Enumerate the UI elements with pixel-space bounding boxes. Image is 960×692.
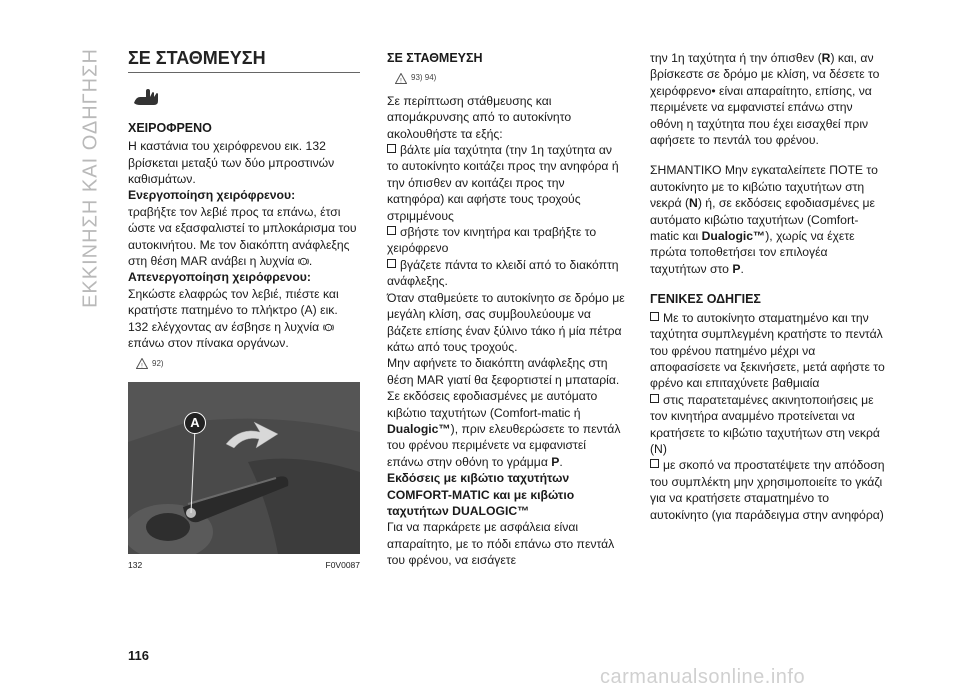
bullet-square-icon [387, 259, 396, 268]
column-3 [650, 50, 886, 523]
warning-triangle-icon [136, 358, 148, 369]
general-bullet: με σκοπό να προστατέψετε την απόδοση του συμπλέκτη μην χρησιμοποιείτε το γκάζι για να κρατήσετε σταματημένο το αυτοκίνητο (για παράδειγμα στην ανηφόρα) [650, 458, 885, 522]
callout-a: A [184, 412, 206, 434]
handbrake-heading: ΧΕΙΡΟΦΡΕΝΟ [128, 120, 212, 135]
section-title: ΣΕ ΣΤΑΘΜΕΥΣΗ [128, 50, 360, 73]
release-text: Σηκώστε ελαφρώς τον λεβιέ, πιέστε και κρατήστε πατημένο το πλήκτρο (A) εικ. 132 ελέγχοντας αν έσβησε η λυχνία ! επάνω στον πίνακα οργάνων. [128, 286, 339, 351]
engage-heading: Ενεργοποίηση χειρόφρενου: [128, 188, 296, 203]
parking-bullet: σβήστε τον κινητήρα και τραβήξτε το χειρόφρενο [387, 225, 597, 256]
general-heading: ΓΕΝΙΚΕΣ ΟΔΗΓΙΕΣ [650, 292, 761, 307]
svg-text:!: ! [327, 325, 329, 331]
handbrake-figure [128, 382, 360, 554]
ignition-text: Μην αφήνετε το διακόπτη ανάφλεξης στη θέση MAR γιατί θα ξεφορτιστεί η μπαταρία. [387, 356, 620, 387]
general-bullet: στις παρατεταμένες ακινητοποιήσεις με τον κινητήρα αναμμένο προτείνεται να κρατήσετε το κιβώτιο ταχυτήτων στη νεκρά (N) [650, 392, 880, 456]
bullet-square-icon [650, 459, 659, 468]
bullet-square-icon [650, 394, 659, 403]
svg-text:!: ! [400, 78, 402, 85]
gear-text: την 1η ταχύτητα ή την όπισθεν (R) και, αν βρίσκεστε σε δρόμο με κλίση, να δέσετε το χειρόφρενο• είναι απαραίτητο, επίσης, να περιμένετε να εμφανιστεί επάνω στην οθόνη η ταχύτητα που έχει εισαχθεί πριν αφήσετε το πεντάλ του φρένου. [650, 51, 880, 148]
comfort-matic-heading: Εκδόσεις με κιβώτιο ταχυτήτων COMFORT-MATIC και με κιβώτιο ταχυτήτων DUALOGIC™ [387, 471, 575, 518]
warning-reference: ! 93) 94) [395, 70, 625, 86]
automatic-text: Σε εκδόσεις εφοδιασμένες με αυτόματο κιβώτιο ταχυτήτων (Comfort-matic ή Dualogic™), πριν ελευθερώσετε το πεντάλ του φρένου περιμένετε να εμφανιστεί επάνω στην οθόνη το γράμμα P. [387, 389, 621, 469]
engage-text: τραβήξτε τον λεβιέ προς τα επάνω, έτσι ώστε να εξασφαλιστεί το μπλοκάρισμα του αυτοκινήτου. Με τον διακόπτη ανάφλεξης στη θέση MAR ανάβει η λυχνία ! . [128, 204, 357, 269]
figure-code: F0V0087 [325, 559, 360, 570]
release-heading: Απενεργοποίηση χειρόφρενου: [128, 270, 311, 285]
general-bullet: Με το αυτοκίνητο σταματημένο και την ταχύτητα συμπλεγμένη κρατήστε το πεντάλ του φρένου πατημένο μέχρι να αποφασίσετε να ξεκινήσετε, μετά αφήστε το φρένο και επιταχύνετε βαθμιαία [650, 310, 885, 391]
bullet-square-icon [387, 144, 396, 153]
slope-text: Όταν σταθμεύετε το αυτοκίνητο σε δρόμο με μεγάλη κλίση, σας συμβουλεύουμε να βάζετε επίσης έναν ξύλινο τάκο ή μία πέτρα κάτω από τους τροχούς. [387, 290, 625, 354]
hand-touch-icon [132, 87, 162, 111]
bullet-square-icon [387, 226, 396, 235]
brake-warning-icon [298, 256, 309, 267]
warning-triangle-icon [395, 73, 407, 84]
comfort-matic-text: Για να παρκάρετε με ασφάλεια είναι απαραίτητο, με το πόδι επάνω στο πεντάλ του φρένου, να εισάγετε [387, 520, 615, 568]
bullet-square-icon [650, 312, 659, 321]
handbrake-illustration [128, 382, 360, 554]
brake-warning-icon [323, 322, 334, 333]
warning-reference: ! 92) [136, 356, 360, 372]
parking-bullet: βάλτε μία ταχύτητα (την 1η ταχύτητα αν το αυτοκίνητο κοιτάζει προς την ανηφόρα ή την όπισθεν αν κοιτάζει προς την κατηφόρα) και αφήστε τους τροχούς στριμμένους [387, 143, 619, 223]
important-text: ΣΗΜΑΝΤΙΚΟ Μην εγκαταλείπετε ΠΟΤΕ το αυτοκίνητο με το κιβώτιο ταχυτήτων στη νεκρά (N) ή, σε εκδόσεις εφοδιασμένες με αυτόματο κιβώτιο ταχυτήτων (Comfort-matic και Dualogic™), χωρίς να έχετε πρώτα τοποθετήσει τον επιλογέα ταχυτήτων στο P. [650, 163, 878, 276]
parking-heading: ΣΕ ΣΤΑΘΜΕΥΣΗ [387, 51, 483, 65]
chapter-side-tab: ΕΚΚΙΝΗΣΗ ΚΑΙ ΟΔΗΓΗΣΗ [79, 48, 102, 308]
parking-bullet: βγάζετε πάντα το κλειδί από το διακόπτη ανάφλεξης. [387, 257, 619, 289]
parking-intro: Σε περίπτωση στάθμευσης και απομάκρυνσης από το αυτοκίνητο ακολουθήστε τα εξής: [387, 93, 572, 141]
page-number: 116 [128, 648, 149, 663]
svg-text:!: ! [141, 363, 143, 370]
column-1 [128, 50, 360, 573]
svg-text:!: ! [302, 259, 304, 265]
figure-number: 132 [128, 559, 143, 570]
figure-caption [128, 557, 360, 573]
handbrake-text: Η καστάνια του χειρόφρενου εικ. 132 βρίσκεται μεταξύ των δύο μπροστινών καθισμάτων. [128, 139, 335, 187]
watermark: carmanualsonline.info [600, 666, 806, 688]
column-2 [387, 50, 625, 569]
